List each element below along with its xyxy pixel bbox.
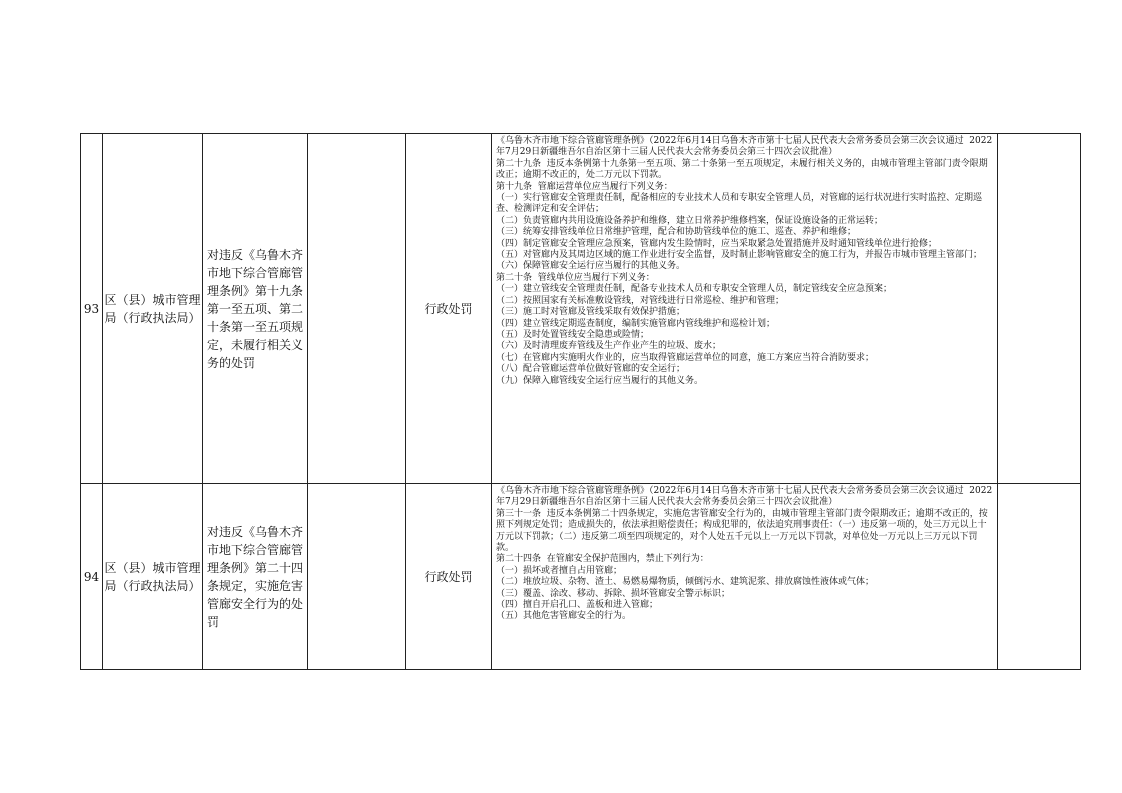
basis-line: （四）建立管线定期巡查制度，编制实施管廊内管线维护和巡检计划； — [496, 318, 776, 329]
basis-line: （二）按照国家有关标准敷设管线，对管线进行日常巡检、维护和管理； — [496, 295, 785, 306]
basis-line: （一）损坏或者擅自占用管廊； — [496, 565, 623, 576]
legal-basis — [492, 134, 998, 484]
empty-cell — [998, 134, 1081, 484]
basis-line: （二）堆放垃圾、杂物、渣土、易燃易爆物质，倾倒污水、建筑泥浆、排放腐蚀性液体或气体； — [496, 577, 875, 588]
row-number: 93 — [81, 134, 103, 484]
basis-line: （一）实行管廊安全管理责任制，配备相应的专业技术人员和专职安全管理人员，对管廊的运行状况进行实时监控、定期巡查、检测评定和安全评估； — [496, 193, 983, 215]
penalty-item: 对违反《乌鲁木齐市地下综合管廊管理条例》第二十四条规定，实施危害管廊安全行为的处罚 — [203, 484, 308, 670]
basis-line: （九）保障入廊管线安全运行应当履行的其他义务。 — [496, 375, 704, 386]
basis-line: 第二十四条 在管廊安全保护范围内，禁止下列行为： — [496, 554, 709, 565]
basis-line: （八）配合管廊运营单位做好管廊的安全运行； — [496, 364, 686, 375]
empty-cell — [308, 134, 406, 484]
row-number: 94 — [81, 484, 103, 670]
basis-line: （六）及时清理废弃管线及生产作业产生的垃圾、废水； — [496, 341, 722, 352]
penalty-item: 对违反《乌鲁木齐市地下综合管廊管理条例》第十九条第一至五项、第二十条第一至五项规定，未履行相关义务的处罚 — [203, 134, 308, 484]
enforcement-authority: 区（县）城市管理局（行政执法局） — [103, 484, 203, 670]
basis-line: （二）负责管廊内共用设施设备养护和维修，建立日常养护维修档案，保证设施设备的正常运转； — [496, 215, 884, 226]
basis-line: 第二十九条 违反本条例第十九条第一至五项、第二十条第一至五项规定，未履行相关义务的，由城市管理主管部门责令限期改正；逾期不改正的，处二万元以下罚款。 — [496, 158, 988, 181]
legal-basis — [492, 484, 998, 670]
basis-line: （五）及时处置管线安全隐患或险情； — [496, 329, 650, 340]
basis-line: （一）建立管线安全管理责任制，配备专业技术人员和专职安全管理人员，制定管线安全应急预案； — [496, 284, 893, 295]
regulation-table — [80, 133, 1081, 670]
enforcement-authority: 区（县）城市管理局（行政执法局） — [103, 134, 203, 484]
basis-line: （七）在管廊内实施明火作业的，应当取得管廊运营单位的同意，施工方案应当符合消防要求； — [496, 352, 875, 363]
basis-line: （五）其他危害管廊安全的行为。 — [496, 611, 632, 622]
table-row — [81, 134, 1081, 484]
basis-line: （四）擅自开启孔口、盖板和进入管廊； — [496, 600, 659, 611]
empty-cell — [308, 484, 406, 670]
basis-line: （三）统筹安排管线单位日常维护管理，配合和协助管线单位的施工、巡查、养护和维修； — [496, 227, 857, 238]
basis-line: 《乌鲁木齐市地下综合管廊管理条例》（2022年6月14日乌鲁木齐市第十七届人民代表大会常务委员会第三次会议通过 2022年7月29日新疆维吾尔自治区第十三届人民代表大会常务委员会第三十四次会议批准） — [496, 136, 993, 158]
basis-line: 第十九条 管廊运营单位应当履行下列义务： — [496, 181, 673, 192]
empty-cell — [998, 484, 1081, 670]
basis-line: 第三十一条 违反本条例第二十四条规定，实施危害管廊安全行为的，由城市管理主管部门责令限期改正；逾期不改正的，按照下列规定处罚；造成损失的，依法承担赔偿责任；构成犯罪的，依法追究刑事责任：（一）违反第一项的，处三万元以上十万元以下罚款；（二）违反第二项至四项规定的，对个人处五千元以上一万元以下罚款，对单位处一万元以上三万元以下罚款。 — [496, 508, 988, 554]
basis-line: （四）制定管廊安全管理应急预案，管廊内发生险情时，应当采取紧急处置措施并及时通知管线单位进行抢修； — [496, 238, 938, 249]
basis-line: （六）保障管廊安全运行应当履行的其他义务。 — [496, 261, 686, 272]
action-type: 行政处罚 — [406, 484, 492, 670]
basis-line: （三）施工时对管廊及管线采取有效保护措施； — [496, 307, 686, 318]
action-type: 行政处罚 — [406, 134, 492, 484]
basis-line: （三）覆盖、涂改、移动、拆除、损坏管廊安全警示标识； — [496, 588, 731, 599]
basis-line: 第二十条 管线单位应当履行下列义务： — [496, 272, 655, 283]
basis-line: （五）对管廊内及其周边区域的施工作业进行安全监督，及时制止影响管廊安全的施工行为，并报告市城市管理主管部门； — [496, 250, 983, 261]
basis-line: 《乌鲁木齐市地下综合管廊管理条例》（2022年6月14日乌鲁木齐市第十七届人民代表大会常务委员会第三次会议通过 2022年7月29日新疆维吾尔自治区第十三届人民代表大会常务委员会第三十四次会议批准） — [496, 486, 993, 508]
table-row — [81, 484, 1081, 670]
